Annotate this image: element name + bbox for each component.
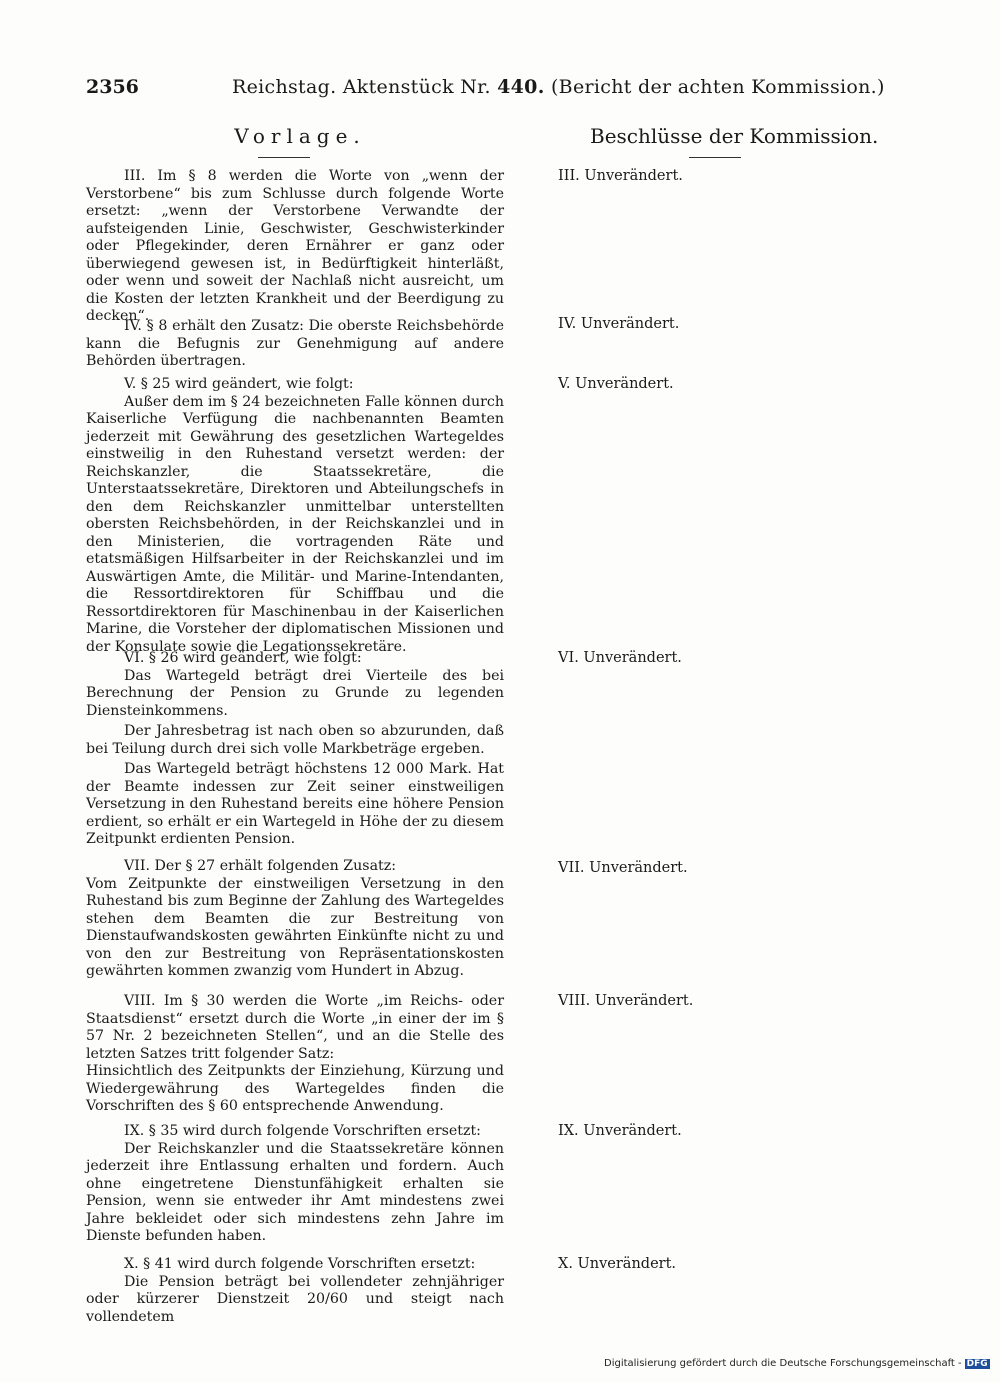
section-3-decision: III. Unverändert. — [558, 168, 683, 184]
left-title-rule — [258, 157, 310, 158]
section-10-paragraph: Die Pension beträgt bei vollendeter zehnjähriger oder kürzerer Dienstzeit 20/60 und steigt nach vollendetem — [86, 1273, 504, 1325]
section-10-heading: X. § 41 wird durch folgende Vorschriften ersetzt: — [124, 1256, 476, 1272]
section-10-decision: X. Unverändert. — [558, 1256, 677, 1272]
section-8-heading: VIII. Im § 30 werden die Worte „im Reichs- oder Staatsdienst“ ersetzt durch die Worte „in einer der im § 57 Nr. 2 bezeichneten Stellen“, und an die Stelle des letzten Satzes tritt folgender Satz: — [86, 993, 504, 1062]
section-9-heading: IX. § 35 wird durch folgende Vorschriften ersetzt: — [124, 1123, 481, 1139]
right-title-rule — [689, 157, 741, 158]
section-6-paragraph-1: Das Wartegeld beträgt drei Vierteile des bei Berechnung der Pension zu Grunde zu legenden Diensteinkommens. — [86, 667, 504, 719]
header-title-prefix: Reichstag. Aktenstück Nr. — [232, 76, 498, 98]
section-9-decision: IX. Unverändert. — [558, 1123, 682, 1139]
digitization-footer — [604, 1358, 990, 1369]
section-7-decision: VII. Unverändert. — [558, 860, 688, 876]
right-column-title: Beschlüsse der Kommission. — [590, 124, 879, 148]
section-6-text — [86, 650, 504, 849]
section-5-text — [86, 376, 504, 656]
section-8-decision: VIII. Unverändert. — [558, 993, 694, 1009]
section-6-paragraph-3: Das Wartegeld beträgt höchstens 12 000 Mark. Hat der Beamte indessen zur Zeit seiner einstweiligen Versetzung in den Ruhestand bereits eine höhere Pension erdient, so erhält er ein Wartegeld in Höhe der zu diesem Zeitpunkt erdienten Pension. — [86, 761, 504, 847]
section-4-paragraph: IV. § 8 erhält den Zusatz: Die oberste Reichsbehörde kann die Befugnis zur Genehmigung auf andere Behörden übertragen. — [86, 318, 504, 369]
section-4-decision: IV. Unverändert. — [558, 316, 680, 332]
section-6-paragraph-2: Der Jahresbetrag ist nach oben so abzurunden, daß bei Teilung durch drei sich volle Markbeträge ergeben. — [86, 723, 504, 757]
section-3-paragraph: III. Im § 8 werden die Worte von „wenn der Verstorbene“ bis zum Schlusse durch folgende Worte ersetzt: „wenn der Verstorbene Verwandte der aufsteigenden Linie, Geschwister, Geschwisterkinder oder Pflegekinder, deren Ernährer er ganz oder überwiegend gewesen ist, in Bedürftigkeit hinterläßt, oder wenn und soweit der Nachlaß nicht ausreicht, um die Kosten der letzten Krankheit und der Beerdigung zu decken“. — [86, 168, 504, 324]
header-title-number: 440. — [497, 76, 545, 98]
section-8-text — [86, 993, 504, 1116]
page-number: 2356 — [86, 76, 139, 98]
section-5-paragraph: Außer dem im § 24 bezeichneten Falle können durch Kaiserliche Verfügung die nachbenannten Beamten jederzeit mit Gewährung des gesetzlichen Wartegeldes einstweilig in den Ruhestand versetzt werden: der Reichskanzler, die Staatssekretäre, die Unterstaatssekretäre, Direktoren und Abteilungschefs in den dem Reichskanzler unmittelbar unterstellten obersten Reichsbehörden, in der Reichskanzlei und in den Ministerien, die vortragenden Räte und etatsmäßigen Hilfsarbeiter in der Reichskanzlei und im Auswärtigen Amte, die Militär- und Marine-Intendanten, die Ressortdirektoren für Schiffbau und die Ressortdirektoren für Maschinenbau in der Kaiserlichen Marine, die Vorsteher der diplomatischen Missionen und der Konsulate sowie die Legationssekretäre. — [86, 393, 504, 655]
section-9-paragraph: Der Reichskanzler und die Staatssekretäre können jederzeit ihre Entlassung erhalten und fordern. Auch ohne eingetretene Dienstunfähigkeit erhalten sie Pension, wenn sie entweder ihr Amt mindestens zwei Jahre bekleidet oder sich mindestens zehn Jahre im Dienste befunden haben. — [86, 1140, 504, 1244]
dfg-logo: DFG — [966, 1359, 988, 1369]
section-6-heading: VI. § 26 wird geändert, wie folgt: — [124, 650, 362, 666]
header-title-suffix: (Bericht der achten Kommission.) — [550, 76, 885, 98]
left-column-title: Vorlage. — [234, 124, 366, 148]
section-7-paragraph: Vom Zeitpunkte der einstweiligen Versetzung in den Ruhestand bis zum Beginne der Zahlung des Wartegeldes stehen dem Beamten die zur Bestreitung von Dienstaufwandskosten gewährten Einkünfte nicht zu und von den zur Bestreitung von Repräsentationskosten gewährten kommen zwanzig vom Hundert in Abzug. — [86, 875, 504, 979]
section-10-text — [86, 1256, 504, 1326]
section-8-paragraph: Hinsichtlich des Zeitpunkts der Einziehung, Kürzung und Wiedergewährung des Wartegeldes finden die Vorschriften des § 60 entsprechende Anwendung. — [86, 1063, 504, 1114]
section-4-text — [86, 318, 504, 371]
running-header — [232, 76, 885, 98]
section-7-text — [86, 858, 504, 981]
section-6-decision: VI. Unverändert. — [558, 650, 682, 666]
section-7-heading: VII. Der § 27 erhält folgenden Zusatz: — [124, 858, 396, 874]
section-5-heading: V. § 25 wird geändert, wie folgt: — [124, 376, 354, 392]
section-3-text — [86, 168, 504, 326]
section-5-decision: V. Unverändert. — [558, 376, 674, 392]
footer-text: Digitalisierung gefördert durch die Deutsche Forschungsgemeinschaft - — [604, 1358, 962, 1369]
section-9-text — [86, 1123, 504, 1246]
